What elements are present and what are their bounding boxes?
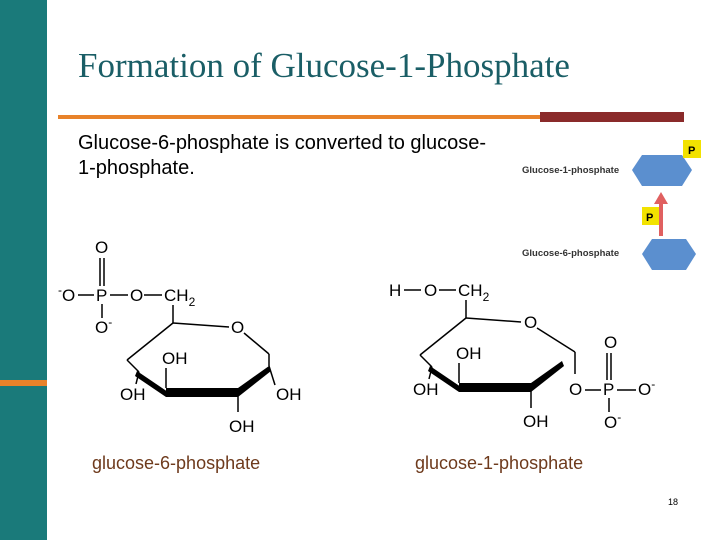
- atom-o-bridge: O: [130, 286, 144, 305]
- atom-p: P: [96, 286, 108, 305]
- atom-oh-c3: OH: [456, 344, 482, 363]
- atom-oh-c4: OH: [413, 380, 439, 399]
- atom-ch2: $CH_2$: [458, 281, 490, 304]
- inset-label-glucose-1-phosphate: Glucose-1-phosphate: [522, 165, 620, 176]
- atom-h: H: [389, 281, 402, 300]
- atom-oh-c1: OH: [276, 385, 302, 404]
- slide-body-text: Glucose-6-phosphate is converted to glucose-1-phosphate.: [78, 132, 487, 179]
- atom-ch2: $CH_2$: [164, 286, 196, 309]
- atom-ring-o: O: [231, 318, 245, 337]
- atom-p: P: [603, 380, 615, 399]
- phosphate-symbol-bottom: P: [646, 212, 654, 224]
- atom-o-minus-right: O-: [638, 377, 656, 399]
- atom-o-bridge: O: [569, 380, 583, 399]
- atom-o-minus-bottom: O-: [95, 315, 113, 337]
- inset-label-glucose-6-phosphate: Glucose-6-phosphate: [522, 248, 620, 259]
- atom-oh-c3: OH: [162, 349, 188, 368]
- caption-glucose-6-phosphate: glucose-6-phosphate: [92, 453, 261, 473]
- atom-ring-o: O: [524, 313, 538, 332]
- page-number: 18: [668, 497, 679, 507]
- atom-o-top: O: [95, 238, 109, 257]
- slide-title: Formation of Glucose-1-Phosphate: [78, 46, 570, 85]
- caption-glucose-1-phosphate: glucose-1-phosphate: [415, 453, 584, 473]
- atom-oh-c4: OH: [120, 385, 146, 404]
- atom-o-minus-bottom: O-: [604, 410, 622, 432]
- atom-o-top: O: [424, 281, 438, 300]
- atom-o-minus-left: -O: [58, 283, 76, 305]
- atom-oh-c2: OH: [523, 412, 549, 431]
- phosphate-symbol-top: P: [688, 145, 696, 157]
- atom-oh-c2: OH: [229, 417, 255, 436]
- atom-o-top-p: O: [604, 333, 618, 352]
